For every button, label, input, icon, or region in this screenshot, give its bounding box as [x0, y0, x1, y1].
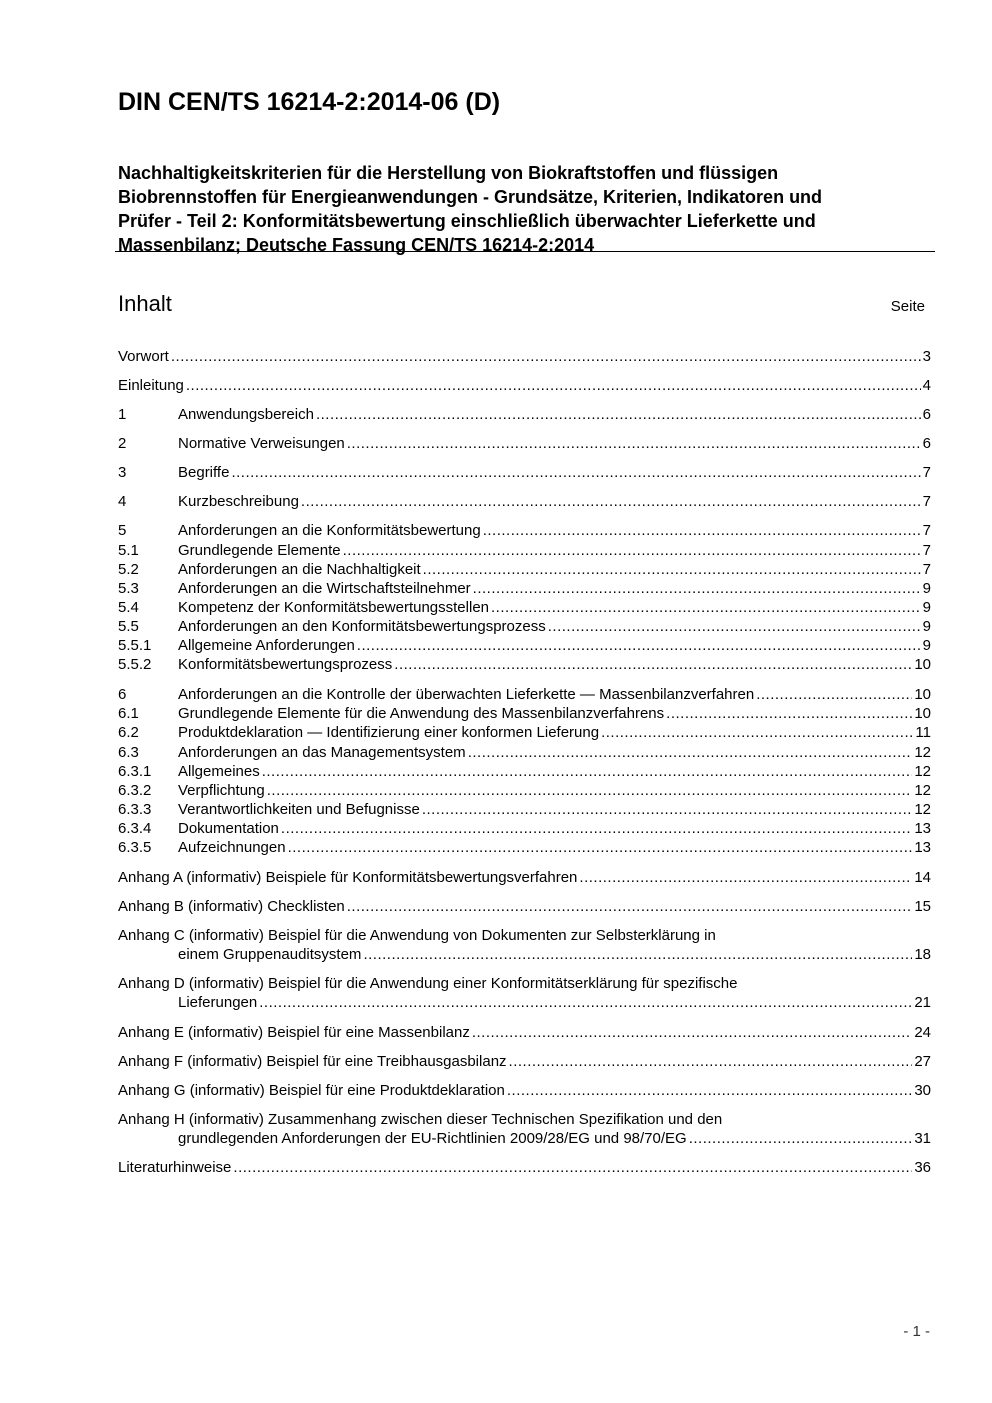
toc-entry[interactable]	[118, 655, 931, 674]
subtitle-line: Nachhaltigkeitskriterien für die Herstellung von Biokraftstoffen und flüssigen	[118, 163, 779, 183]
page-number-footer: - 1 -	[903, 1323, 930, 1340]
toc-dot-leader	[363, 945, 912, 964]
toc-entry-title: Anhang A (informativ) Beispiele für Konformitätsbewertungsverfahren	[118, 869, 578, 886]
toc-entry-page: 12	[914, 782, 931, 799]
toc-entry[interactable]	[118, 897, 931, 916]
toc-entry[interactable]	[118, 463, 931, 482]
toc-entry[interactable]	[118, 1052, 931, 1071]
toc-entry-number: 5.3	[118, 580, 139, 597]
toc-dot-leader	[301, 492, 921, 511]
toc-entry[interactable]	[118, 926, 931, 964]
toc-entry-number: 5.4	[118, 599, 139, 616]
toc-entry-number: 1	[118, 406, 127, 423]
toc-entry-page: 15	[914, 898, 931, 915]
toc-entry-number: 3	[118, 464, 127, 481]
toc-entry-title-continued: Lieferungen	[178, 994, 258, 1011]
toc-entry-number: 6	[118, 686, 127, 703]
toc-dot-leader	[343, 541, 921, 560]
toc-entry-page: 24	[914, 1024, 931, 1041]
toc-entry-number: 6.3.1	[118, 763, 152, 780]
toc-entry[interactable]	[118, 376, 931, 395]
toc-entry-page: 31	[914, 1130, 931, 1147]
toc-entry[interactable]	[118, 1023, 931, 1042]
toc-entry-page: 12	[914, 763, 931, 780]
toc-entry-page: 3	[922, 348, 931, 365]
toc-dot-leader	[491, 598, 921, 617]
toc-entry[interactable]	[118, 723, 931, 742]
toc-entry-page: 36	[914, 1159, 931, 1176]
toc-entry-page: 12	[914, 744, 931, 761]
toc-entry-title: Anhang E (informativ) Beispiel für eine Massenbilanz	[118, 1024, 470, 1041]
toc-entry-title: Anforderungen an den Konformitätsbewertungsprozess	[178, 618, 546, 635]
toc-entry-page: 27	[914, 1053, 931, 1070]
subtitle-line: Prüfer - Teil 2: Konformitätsbewertung einschließlich überwachter Lieferkette und	[118, 211, 816, 231]
toc-entry-title: Anforderungen an die Wirtschaftsteilnehmer	[178, 580, 471, 597]
toc-entry-title-continued: grundlegenden Anforderungen der EU-Richtlinien 2009/28/EG und 98/70/EG	[178, 1130, 687, 1147]
toc-entry[interactable]	[118, 800, 931, 819]
toc-entry-number: 6.2	[118, 724, 139, 741]
toc-entry[interactable]	[118, 743, 931, 762]
toc-entry[interactable]	[118, 347, 931, 366]
toc-entry-title: Allgemeine Anforderungen	[178, 637, 355, 654]
toc-entry-title: Anforderungen an das Managementsystem	[178, 744, 466, 761]
toc-entry-title: Grundlegende Elemente für die Anwendung des Massenbilanzverfahrens	[178, 705, 665, 722]
toc-entry-page: 9	[922, 637, 931, 654]
toc-entry[interactable]	[118, 617, 931, 636]
toc-entry[interactable]	[118, 781, 931, 800]
toc-entry-title: Grundlegende Elemente	[178, 542, 341, 559]
toc-entry-page: 7	[922, 561, 931, 578]
toc-dot-leader	[233, 1158, 912, 1177]
subtitle-line: Biobrennstoffen für Energieanwendungen - Grundsätze, Kriterien, Indikatoren und	[118, 187, 823, 207]
toc-dot-leader	[316, 405, 921, 424]
toc-entry[interactable]	[118, 1110, 931, 1148]
toc-entry-title: Verpflichtung	[178, 782, 265, 799]
toc-entry-page: 6	[922, 435, 931, 452]
toc-entry-number: 6.3.3	[118, 801, 152, 818]
toc-dot-leader	[756, 685, 912, 704]
toc-entry[interactable]	[118, 685, 931, 704]
toc-entry[interactable]	[118, 819, 931, 838]
toc-entry[interactable]	[118, 974, 931, 1012]
toc-entry-number: 5.5.2	[118, 656, 152, 673]
toc-entry-page: 30	[914, 1082, 931, 1099]
toc-entry-number: 5.1	[118, 542, 139, 559]
toc-dot-leader	[347, 897, 913, 916]
toc-entry-title: Anwendungsbereich	[178, 406, 314, 423]
toc-entry-title: Anhang D (informativ) Beispiel für die Anwendung einer Konformitätserklärung für spezifische	[118, 975, 738, 992]
toc-entry-page: 9	[922, 618, 931, 635]
toc-entry-title: Dokumentation	[178, 820, 279, 837]
toc-dot-leader	[689, 1129, 913, 1148]
toc-entry-title: Allgemeines	[178, 763, 260, 780]
toc-dot-leader	[186, 376, 921, 395]
toc-entry-title: Anhang G (informativ) Beispiel für eine Produktdeklaration	[118, 1082, 505, 1099]
toc-entry-page: 9	[922, 599, 931, 616]
toc-entry-page: 9	[922, 580, 931, 597]
toc-dot-leader	[259, 993, 912, 1012]
toc-entry-page: 7	[922, 493, 931, 510]
toc-entry-title: Aufzeichnungen	[178, 839, 286, 856]
toc-dot-leader	[666, 704, 912, 723]
toc-dot-leader	[347, 434, 921, 453]
toc-entry-title: Begriffe	[178, 464, 230, 481]
toc-dot-leader	[357, 636, 921, 655]
toc-entry-page: 18	[914, 946, 931, 963]
toc-entry-number: 2	[118, 435, 127, 452]
document-subtitle	[118, 161, 938, 257]
toc-dot-leader	[394, 655, 912, 674]
toc-entry-page: 4	[922, 377, 931, 394]
toc-dot-leader	[422, 800, 912, 819]
toc-entry-title-continued: einem Gruppenauditsystem	[178, 946, 362, 963]
toc-entry[interactable]	[118, 762, 931, 781]
toc-entry-title: Produktdeklaration — Identifizierung einer konformen Lieferung	[178, 724, 600, 741]
toc-entry[interactable]	[118, 838, 931, 857]
toc-entry-page: 10	[914, 705, 931, 722]
toc-entry-title: Verantwortlichkeiten und Befugnisse	[178, 801, 420, 818]
toc-entry-title: Kompetenz der Konformitätsbewertungsstellen	[178, 599, 490, 616]
toc-entry-title: Normative Verweisungen	[178, 435, 345, 452]
toc-entry-page: 11	[915, 724, 931, 741]
toc-entry[interactable]	[118, 704, 931, 723]
toc-entry-title: Anhang F (informativ) Beispiel für eine Treibhausgasbilanz	[118, 1053, 507, 1070]
toc-entry-title: Vorwort	[118, 348, 169, 365]
toc-dot-leader	[231, 463, 920, 482]
toc-entry[interactable]	[118, 521, 931, 540]
toc-entry-page: 6	[922, 406, 931, 423]
toc-entry-page: 13	[914, 839, 931, 856]
toc-dot-leader	[423, 560, 921, 579]
toc-dot-leader	[472, 1023, 912, 1042]
toc-entry-number: 6.3.5	[118, 839, 152, 856]
toc-dot-leader	[509, 1052, 913, 1071]
toc-entry[interactable]	[118, 636, 931, 655]
toc-entry[interactable]	[118, 541, 931, 560]
toc-entry-title: Einleitung	[118, 377, 184, 394]
toc-entry-page: 14	[914, 869, 931, 886]
toc-entry-number: 6.3.2	[118, 782, 152, 799]
toc-entry-title: Konformitätsbewertungsprozess	[178, 656, 393, 673]
page-column-label: Seite	[890, 298, 925, 315]
toc-entry-number: 6.3	[118, 744, 139, 761]
toc-dot-leader	[473, 579, 921, 598]
toc-entry[interactable]	[118, 434, 931, 453]
toc-entry-title: Anforderungen an die Nachhaltigkeit	[178, 561, 421, 578]
toc-dot-leader	[468, 743, 913, 762]
toc-dot-leader	[579, 868, 912, 887]
toc-entry-page: 10	[914, 656, 931, 673]
toc-entry-number: 6.3.4	[118, 820, 152, 837]
toc-dot-leader	[267, 781, 913, 800]
toc-entry[interactable]	[118, 560, 931, 579]
toc-entry-title: Anhang B (informativ) Checklisten	[118, 898, 345, 915]
toc-entry-title: Kurzbeschreibung	[178, 493, 299, 510]
toc-dot-leader	[507, 1081, 912, 1100]
toc-entry-number: 5.2	[118, 561, 139, 578]
toc-dot-leader	[281, 819, 912, 838]
document-title: DIN CEN/TS 16214-2:2014-06 (D)	[118, 88, 501, 116]
toc-entry[interactable]	[118, 598, 931, 617]
toc-entry[interactable]	[118, 868, 931, 887]
toc-entry[interactable]	[118, 1081, 931, 1100]
title-divider	[115, 251, 935, 252]
toc-entry-title: Anforderungen an die Kontrolle der überwachten Lieferkette — Massenbilanzverfahren	[178, 686, 755, 703]
toc-entry-number: 5.5.1	[118, 637, 152, 654]
toc-entry-title: Anforderungen an die Konformitätsbewertung	[178, 522, 481, 539]
toc-entry-title: Literaturhinweise	[118, 1159, 232, 1176]
subtitle-line: Massenbilanz; Deutsche Fassung CEN/TS 16214-2:2014	[118, 235, 595, 255]
toc-dot-leader	[288, 838, 913, 857]
toc-entry-title: Anhang C (informativ) Beispiel für die Anwendung von Dokumenten zur Selbsterklärung in	[118, 927, 716, 944]
toc-entry-number: 5	[118, 522, 127, 539]
toc-entry-page: 7	[922, 522, 931, 539]
toc-entry-title: Anhang H (informativ) Zusammenhang zwischen dieser Technischen Spezifikation und den	[118, 1111, 723, 1128]
toc-dot-leader	[262, 762, 913, 781]
toc-entry-page: 13	[914, 820, 931, 837]
toc-entry[interactable]	[118, 492, 931, 511]
toc-dot-leader	[601, 723, 913, 742]
toc-entry-page: 7	[922, 464, 931, 481]
toc-entry-number: 5.5	[118, 618, 139, 635]
toc-entry-page: 21	[914, 994, 931, 1011]
toc-dot-leader	[171, 347, 921, 366]
toc-entry-number: 4	[118, 493, 127, 510]
toc-heading: Inhalt	[118, 291, 172, 316]
toc-entry-page: 7	[922, 542, 931, 559]
toc-entry-page: 10	[914, 686, 931, 703]
toc-entry-page: 12	[914, 801, 931, 818]
toc-dot-leader	[483, 521, 921, 540]
toc-entry[interactable]	[118, 579, 931, 598]
toc-entry[interactable]	[118, 1158, 931, 1177]
toc-entry[interactable]	[118, 405, 931, 424]
toc-dot-leader	[548, 617, 921, 636]
toc-entry-number: 6.1	[118, 705, 139, 722]
